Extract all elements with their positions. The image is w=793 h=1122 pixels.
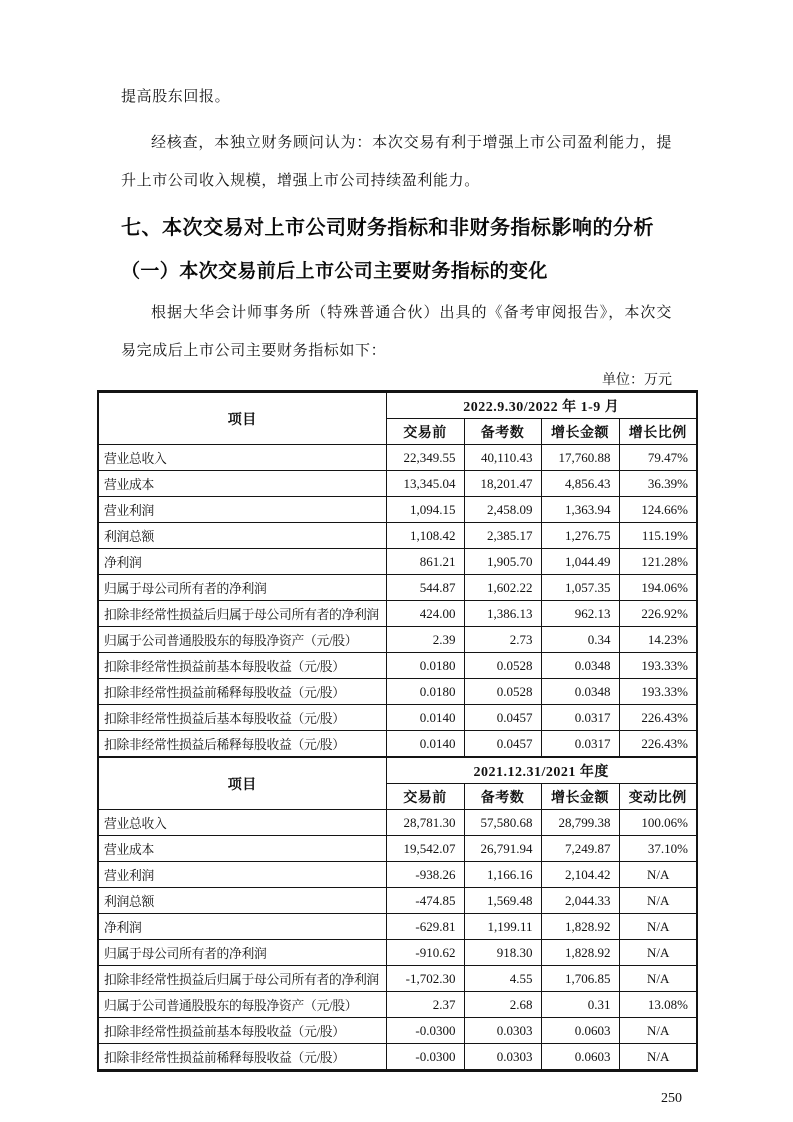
row-label: 营业成本 — [98, 836, 386, 862]
row-value: 1,569.48 — [464, 888, 541, 914]
row-value: 1,057.35 — [541, 575, 619, 601]
paragraph-continuation: 提高股东回报。 — [121, 89, 231, 105]
row-value: 2.68 — [464, 992, 541, 1018]
row-value: 193.33% — [619, 653, 697, 679]
financial-table — [97, 390, 698, 1072]
row-label: 利润总额 — [98, 888, 386, 914]
row-value: 1,108.42 — [386, 523, 464, 549]
row-value: 4.55 — [464, 966, 541, 992]
row-value: 0.0348 — [541, 679, 619, 705]
row-value: 0.0603 — [541, 1018, 619, 1044]
row-label: 扣除非经常性损益后稀释每股收益（元/股） — [98, 731, 386, 758]
row-value: 28,799.38 — [541, 810, 619, 836]
subsection-heading: （一）本次交易前后上市公司主要财务指标的变化 — [121, 261, 548, 282]
column-header: 交易前 — [386, 784, 464, 810]
row-label: 营业总收入 — [98, 810, 386, 836]
row-label: 归属于公司普通股股东的每股净资产（元/股） — [98, 992, 386, 1018]
row-value: 0.31 — [541, 992, 619, 1018]
row-value: 22,349.55 — [386, 445, 464, 471]
row-value: 100.06% — [619, 810, 697, 836]
row-value: 193.33% — [619, 679, 697, 705]
row-label: 扣除非经常性损益前稀释每股收益（元/股） — [98, 1044, 386, 1071]
row-label: 扣除非经常性损益后基本每股收益（元/股） — [98, 705, 386, 731]
page-number: 250 — [661, 1091, 682, 1106]
row-value: 0.0303 — [464, 1018, 541, 1044]
table-row — [98, 549, 697, 575]
row-label: 归属于母公司所有者的净利润 — [98, 940, 386, 966]
row-value: 1,166.16 — [464, 862, 541, 888]
column-header: 增长金额 — [541, 419, 619, 445]
table-row — [98, 575, 697, 601]
row-value: 1,094.15 — [386, 497, 464, 523]
row-value: 19,542.07 — [386, 836, 464, 862]
row-value: 28,781.30 — [386, 810, 464, 836]
row-value: 121.28% — [619, 549, 697, 575]
row-value: 226.43% — [619, 705, 697, 731]
column-header: 备考数 — [464, 784, 541, 810]
row-label: 扣除非经常性损益后归属于母公司所有者的净利润 — [98, 966, 386, 992]
unit-label: 单位：万元 — [602, 373, 672, 388]
row-value: 40,110.43 — [464, 445, 541, 471]
table-row — [98, 731, 697, 758]
item-column-header: 项目 — [98, 757, 386, 810]
row-value: N/A — [619, 1018, 697, 1044]
row-value: 0.0528 — [464, 679, 541, 705]
row-value: 2.73 — [464, 627, 541, 653]
row-value: 1,363.94 — [541, 497, 619, 523]
table-row — [98, 914, 697, 940]
table-row — [98, 940, 697, 966]
column-header: 交易前 — [386, 419, 464, 445]
row-value: N/A — [619, 888, 697, 914]
row-value: 226.92% — [619, 601, 697, 627]
row-value: -0.0300 — [386, 1044, 464, 1071]
row-value: 0.0140 — [386, 705, 464, 731]
table-section-header-row — [98, 757, 697, 784]
table-row — [98, 471, 697, 497]
row-value: 544.87 — [386, 575, 464, 601]
row-value: 226.43% — [619, 731, 697, 758]
table-row — [98, 705, 697, 731]
row-value: 14.23% — [619, 627, 697, 653]
row-label: 归属于母公司所有者的净利润 — [98, 575, 386, 601]
table-row — [98, 1018, 697, 1044]
row-value: N/A — [619, 914, 697, 940]
row-value: 37.10% — [619, 836, 697, 862]
row-value: 1,199.11 — [464, 914, 541, 940]
row-value: 1,044.49 — [541, 549, 619, 575]
row-value: 1,828.92 — [541, 940, 619, 966]
paragraph-verification: 经核查，本独立财务顾问认为：本次交易有利于增强上市公司盈利能力，提升上市公司收入规模，增强上市公司持续盈利能力。 — [121, 135, 672, 189]
table-row — [98, 992, 697, 1018]
table-row — [98, 653, 697, 679]
table-row — [98, 862, 697, 888]
paragraph-intro: 根据大华会计师事务所（特殊普通合伙）出具的《备考审阅报告》，本次交易完成后上市公司主要财务指标如下： — [121, 305, 672, 359]
row-value: 2,458.09 — [464, 497, 541, 523]
row-value: N/A — [619, 1044, 697, 1071]
column-header: 增长金额 — [541, 784, 619, 810]
row-value: -1,702.30 — [386, 966, 464, 992]
row-value: 26,791.94 — [464, 836, 541, 862]
row-label: 扣除非经常性损益前稀释每股收益（元/股） — [98, 679, 386, 705]
row-label: 净利润 — [98, 914, 386, 940]
row-value: 0.0317 — [541, 731, 619, 758]
row-value: 962.13 — [541, 601, 619, 627]
row-value: 1,905.70 — [464, 549, 541, 575]
row-value: N/A — [619, 966, 697, 992]
table-row — [98, 966, 697, 992]
row-value: -910.62 — [386, 940, 464, 966]
row-value: 2,104.42 — [541, 862, 619, 888]
row-value: -938.26 — [386, 862, 464, 888]
row-value: 0.0180 — [386, 653, 464, 679]
table-row — [98, 445, 697, 471]
table-row — [98, 497, 697, 523]
row-value: 1,602.22 — [464, 575, 541, 601]
row-value: 1,276.75 — [541, 523, 619, 549]
column-header: 备考数 — [464, 419, 541, 445]
column-header: 变动比例 — [619, 784, 697, 810]
table-row — [98, 523, 697, 549]
row-value: 918.30 — [464, 940, 541, 966]
table-row — [98, 627, 697, 653]
row-value: 0.0140 — [386, 731, 464, 758]
row-value: 13,345.04 — [386, 471, 464, 497]
row-value: 0.0303 — [464, 1044, 541, 1071]
row-label: 营业利润 — [98, 497, 386, 523]
row-label: 扣除非经常性损益前基本每股收益（元/股） — [98, 653, 386, 679]
row-value: 115.19% — [619, 523, 697, 549]
table-row — [98, 888, 697, 914]
row-value: 0.0528 — [464, 653, 541, 679]
period-header: 2021.12.31/2021 年度 — [386, 757, 697, 784]
row-label: 归属于公司普通股股东的每股净资产（元/股） — [98, 627, 386, 653]
row-label: 扣除非经常性损益后归属于母公司所有者的净利润 — [98, 601, 386, 627]
row-value: 0.0457 — [464, 731, 541, 758]
row-value: -629.81 — [386, 914, 464, 940]
item-column-header: 项目 — [98, 392, 386, 445]
row-value: 0.34 — [541, 627, 619, 653]
row-value: 124.66% — [619, 497, 697, 523]
table-row — [98, 810, 697, 836]
row-value: -474.85 — [386, 888, 464, 914]
row-value: 2,385.17 — [464, 523, 541, 549]
row-value: 17,760.88 — [541, 445, 619, 471]
financial-table-body — [98, 392, 697, 1071]
row-value: 2,044.33 — [541, 888, 619, 914]
row-value: 1,828.92 — [541, 914, 619, 940]
row-label: 净利润 — [98, 549, 386, 575]
row-value: 1,706.85 — [541, 966, 619, 992]
section-heading: 七、本次交易对上市公司财务指标和非财务指标影响的分析 — [121, 217, 654, 239]
row-value: 4,856.43 — [541, 471, 619, 497]
row-value: N/A — [619, 862, 697, 888]
column-header: 增长比例 — [619, 419, 697, 445]
row-value: 79.47% — [619, 445, 697, 471]
row-value: 424.00 — [386, 601, 464, 627]
row-value: 18,201.47 — [464, 471, 541, 497]
row-label: 营业成本 — [98, 471, 386, 497]
row-value: 13.08% — [619, 992, 697, 1018]
row-value: 0.0457 — [464, 705, 541, 731]
row-label: 利润总额 — [98, 523, 386, 549]
table-row — [98, 836, 697, 862]
row-value: 7,249.87 — [541, 836, 619, 862]
row-value: -0.0300 — [386, 1018, 464, 1044]
row-value: 0.0180 — [386, 679, 464, 705]
row-value: 0.0603 — [541, 1044, 619, 1071]
row-value: 57,580.68 — [464, 810, 541, 836]
row-value: 2.37 — [386, 992, 464, 1018]
row-value: 36.39% — [619, 471, 697, 497]
row-label: 营业利润 — [98, 862, 386, 888]
table-row — [98, 601, 697, 627]
table-section-header-row — [98, 392, 697, 419]
row-label: 扣除非经常性损益前基本每股收益（元/股） — [98, 1018, 386, 1044]
row-value: N/A — [619, 940, 697, 966]
table-row — [98, 1044, 697, 1071]
row-label: 营业总收入 — [98, 445, 386, 471]
row-value: 1,386.13 — [464, 601, 541, 627]
row-value: 194.06% — [619, 575, 697, 601]
row-value: 0.0348 — [541, 653, 619, 679]
period-header: 2022.9.30/2022 年 1-9 月 — [386, 392, 697, 419]
row-value: 861.21 — [386, 549, 464, 575]
table-row — [98, 679, 697, 705]
row-value: 0.0317 — [541, 705, 619, 731]
row-value: 2.39 — [386, 627, 464, 653]
